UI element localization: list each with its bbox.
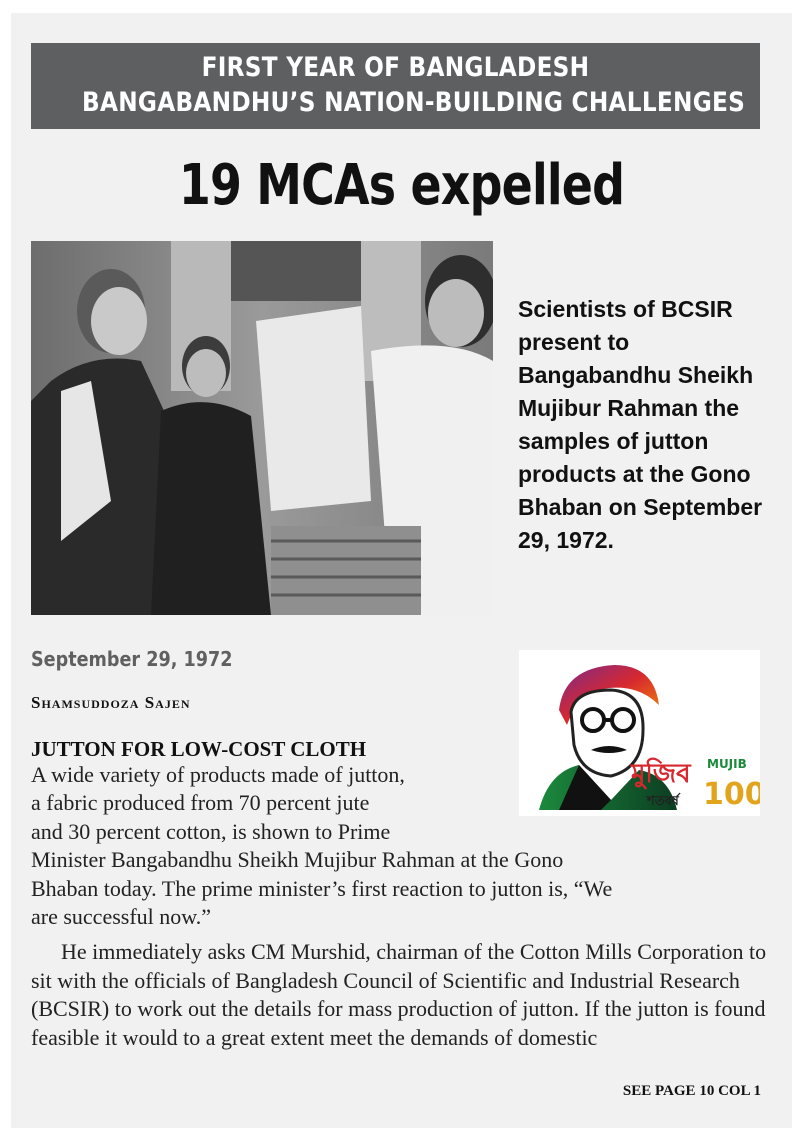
body-line: A wide variety of products made of jutton,	[31, 762, 405, 787]
byline: Shamsuddoza Sajen	[31, 693, 191, 712]
logo-bangla-subtitle: শতবর্ষ	[647, 794, 679, 809]
paragraph-2: He immediately asks CM Murshid, chairman of the Cotton Mills Corporation to sit with the officials of Bangladesh Council of Scientific and Industrial Research (BCSIR) to work out the details for mass production of jutton. If the jutton is found feasible it would to a great extent meet the demands of domestic	[31, 939, 767, 1050]
photo-illustration	[31, 241, 493, 615]
dateline	[31, 647, 260, 671]
body-line: are successful now.”	[31, 904, 211, 930]
body-line: Bhaban today. The prime minister’s first reaction to jutton is, “We	[31, 875, 613, 901]
dateline-text: September 29, 1972	[31, 647, 233, 671]
article-body	[31, 761, 769, 1052]
photo-caption: Scientists of BCSIR present to Bangabandhu Sheikh Mujibur Rahman the samples of jutton products at the Gono Bhaban on September 29, 1972.	[518, 296, 763, 553]
paragraph-1	[31, 761, 769, 931]
body-line: Minister Bangabandhu Sheikh Mujibur Rahman at the Gono	[31, 847, 564, 873]
banner-line-1: FIRST YEAR OF BANGLADESH	[201, 52, 590, 83]
banner-line-2: BANGABANDHU’S NATION-BUILDING CHALLENGES	[82, 87, 746, 118]
series-banner	[31, 43, 760, 129]
news-photo	[31, 241, 493, 615]
logo-bangla-title: মুজিব	[631, 759, 691, 789]
logo-100-text: 100	[703, 777, 760, 812]
headline-text: 19 MCAs expelled	[178, 153, 625, 218]
body-line: and 30 percent cotton, is shown to Prime	[31, 818, 391, 844]
article-page	[11, 13, 792, 1128]
logo-mujib-text: MUJIB	[707, 757, 747, 771]
body-line: a fabric produced from 70 percent jute	[31, 790, 370, 816]
section-subhead: JUTTON FOR LOW-COST CLOTH	[31, 737, 367, 761]
headline	[11, 153, 792, 218]
continued-jump-line: SEE PAGE 10 COL 1	[622, 1083, 761, 1099]
